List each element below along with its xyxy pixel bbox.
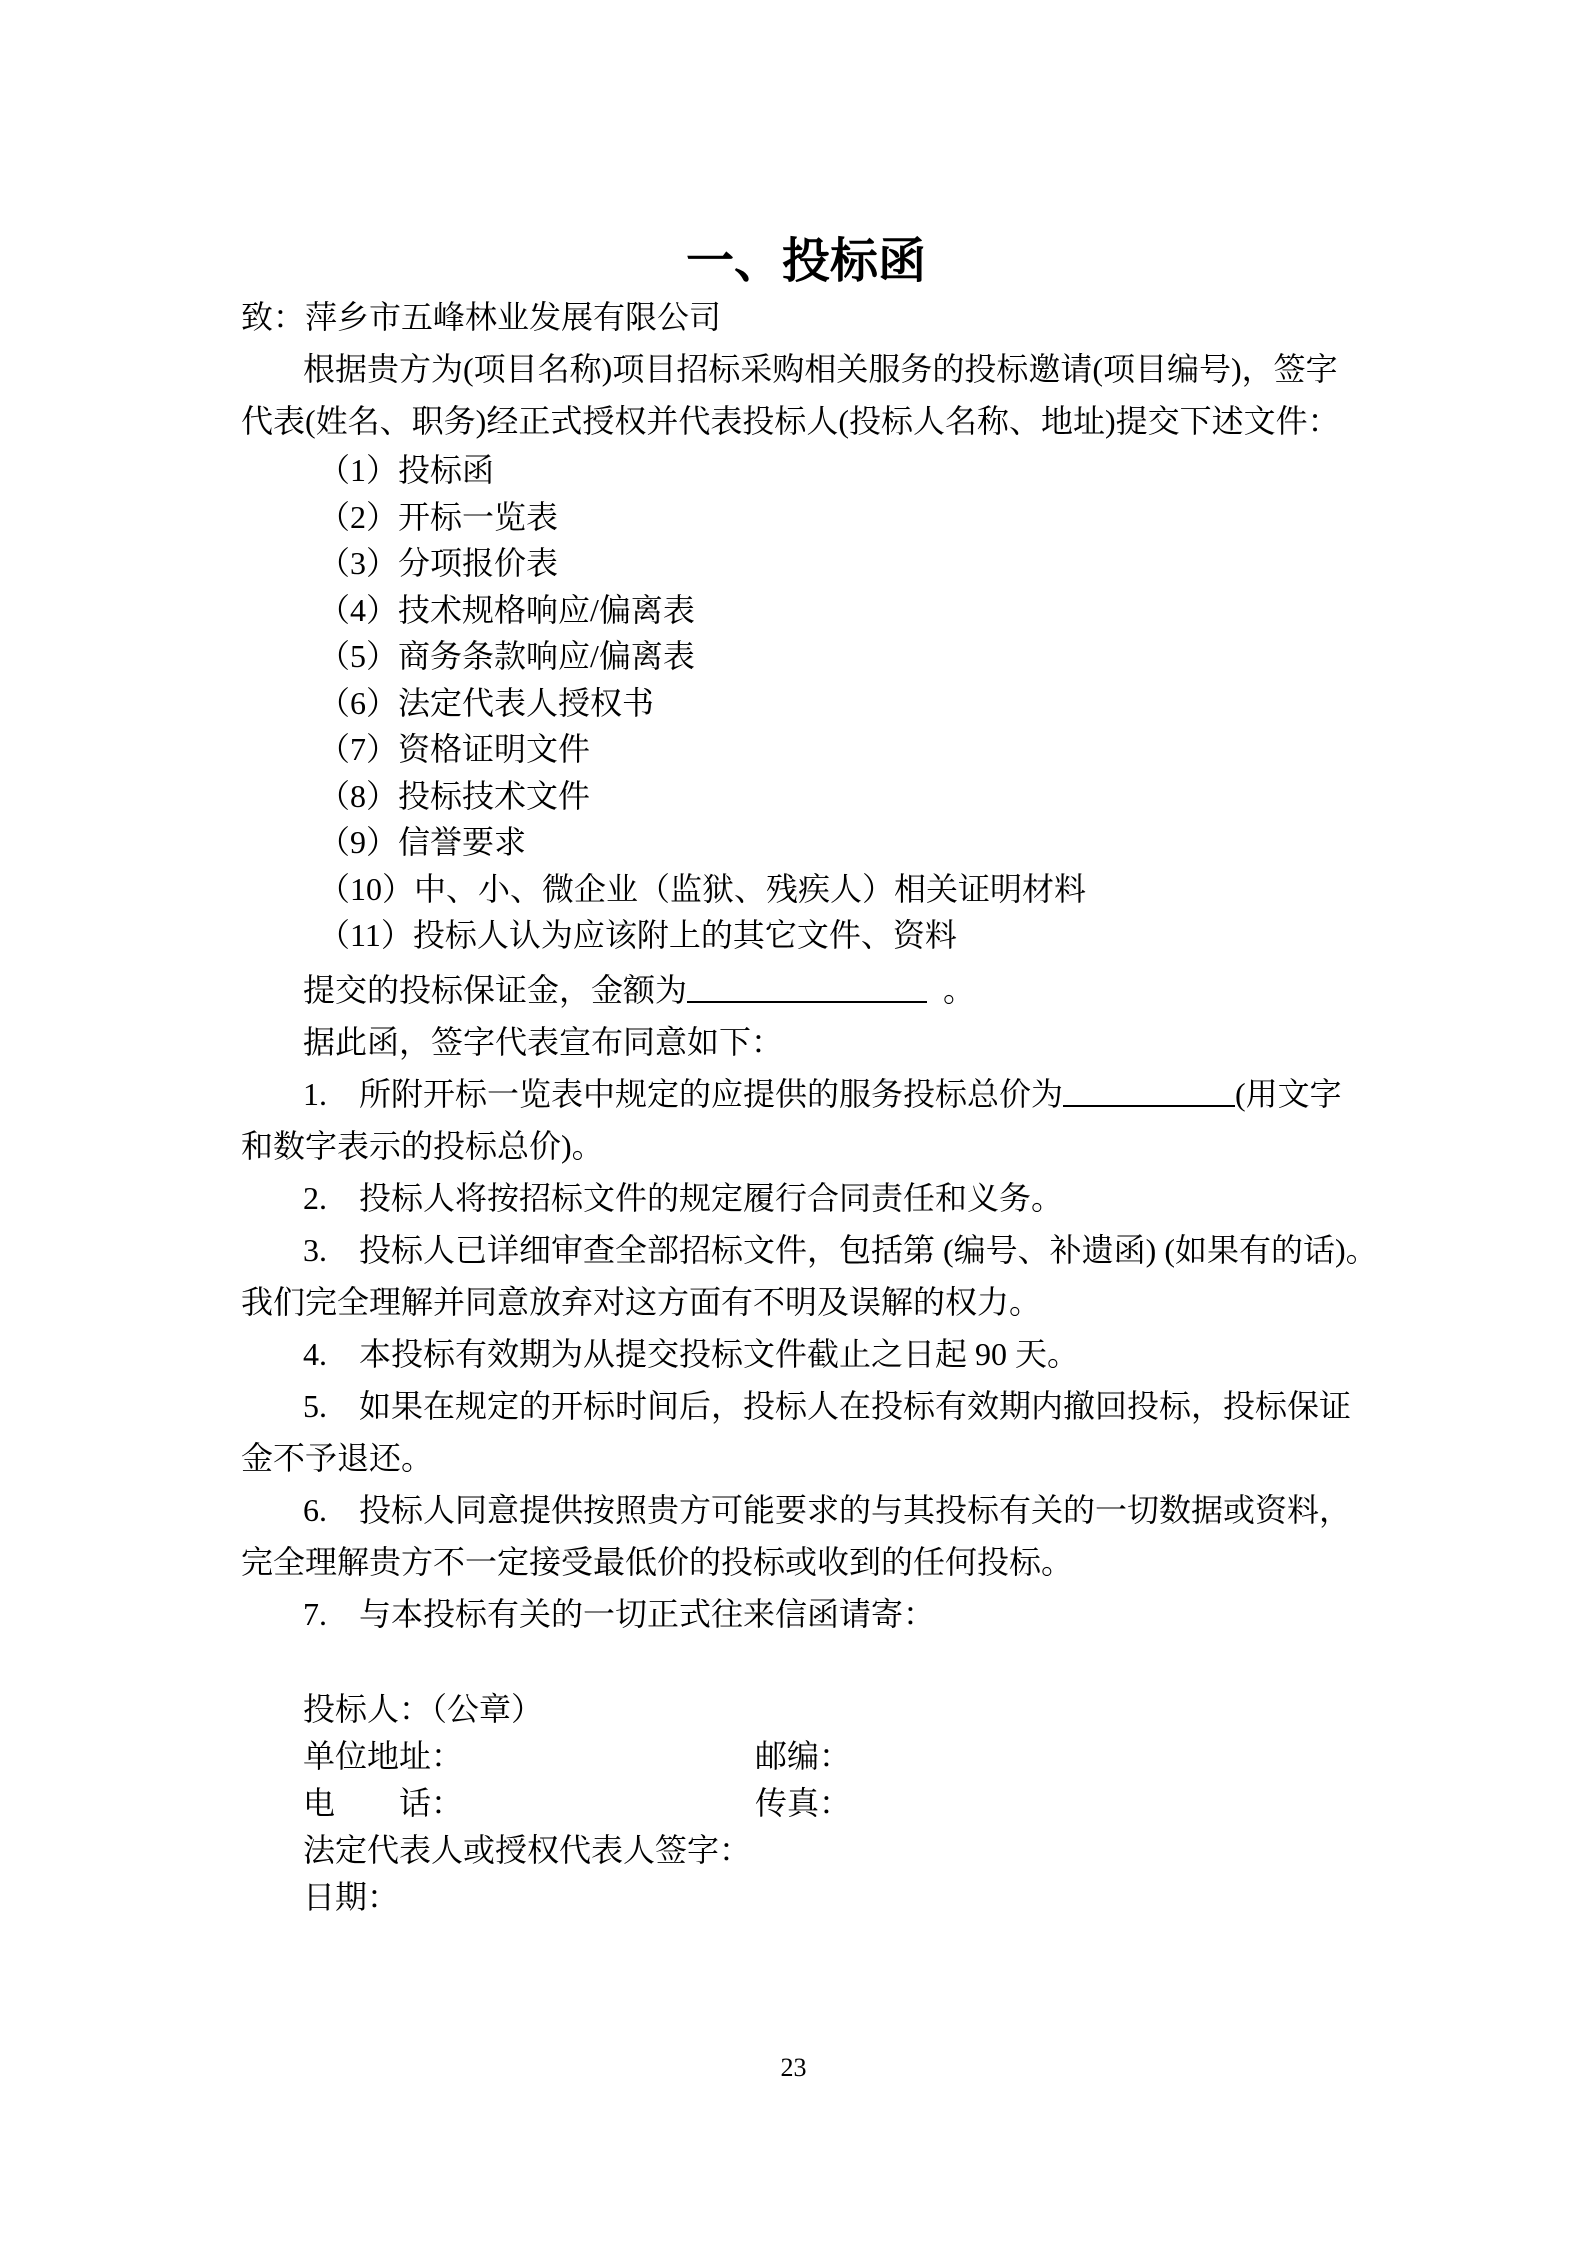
attachment-list-item: （3）分项报价表	[318, 545, 559, 581]
deposit-label: 提交的投标保证金，金额为	[303, 971, 688, 1008]
attachment-list-item: （6）法定代表人授权书	[318, 684, 655, 721]
clause-3-line-2: 我们完全理解并同意放弃对这方面有不明及误解的权力。	[241, 1283, 1042, 1320]
fax-label: 传真：	[755, 1784, 852, 1821]
clause-1-line-1	[241, 1068, 1391, 1120]
bid-letter-body	[241, 291, 1391, 1921]
date-line: 日期：	[303, 1878, 400, 1915]
blank-line	[241, 1640, 1391, 1686]
clause-4-line: 4. 本投标有效期为从提交投标文件截止之日起 90 天。	[303, 1335, 1080, 1372]
clause-6-line-2: 完全理解贵方不一定接受最低价的投标或收到的任何投标。	[241, 1543, 1074, 1580]
intro-line-1: 根据贵方为(项目名称)项目招标采购相关服务的投标邀请(项目编号)，签字	[303, 351, 1338, 387]
attachment-list-item: （9）信誉要求	[318, 824, 527, 860]
clause-5-line-1: 5. 如果在规定的开标时间后，投标人在投标有效期内撤回投标，投标保证	[303, 1387, 1352, 1424]
bidder-line: 投标人：（公章）	[303, 1690, 544, 1727]
clause-3-line-1: 3. 投标人已详细审查全部招标文件，包括第 (编号、补遗函) (如果有的话)。	[303, 1231, 1378, 1268]
attachment-list-item: （7）资格证明文件	[318, 731, 591, 767]
attachment-list-item: （11）投标人认为应该附上的其它文件、资料	[318, 917, 957, 953]
deposit-amount-blank	[687, 1001, 927, 1003]
intro-line-2: 代表(姓名、职务)经正式授权并代表投标人(投标人名称、地址)提交下述文件：	[241, 403, 1340, 439]
postcode-label: 邮编：	[755, 1737, 852, 1774]
document-title: 一、投标函	[685, 235, 926, 289]
deposit-period: 。	[927, 971, 976, 1008]
address-label: 单位地址：	[303, 1737, 464, 1774]
attachment-list-item: （4）技术规格响应/偏离表	[318, 591, 695, 628]
attachment-list-item: （1）投标函	[318, 452, 495, 488]
clause-1-tail: (用文字	[1235, 1075, 1342, 1112]
clause-7-line: 7. 与本投标有关的一切正式往来信函请寄：	[303, 1595, 936, 1632]
clause-2-line: 2. 投标人将按招标文件的规定履行合同责任和义务。	[303, 1179, 1064, 1216]
clause-1-line-2: 和数字表示的投标总价)。	[241, 1127, 604, 1164]
declaration-intro-line: 据此函，签字代表宣布同意如下：	[303, 1023, 784, 1060]
signature-line: 法定代表人或授权代表人签字：	[303, 1831, 752, 1868]
attachment-list-item: （8）投标技术文件	[318, 777, 591, 814]
deposit-line	[241, 964, 1391, 1016]
clause-1-text: 1. 所附开标一览表中规定的应提供的服务投标总价为	[303, 1075, 1064, 1112]
clause-5-line-2: 金不予退还。	[241, 1439, 434, 1476]
salutation-line: 致：萍乡市五峰林业发展有限公司	[241, 299, 722, 335]
attachment-list	[241, 447, 1391, 959]
address-row	[241, 1733, 1391, 1780]
signature-block	[241, 1686, 1391, 1921]
phone-row	[241, 1780, 1391, 1827]
phone-label: 电 话：	[303, 1784, 464, 1821]
page-number: 23	[780, 2053, 807, 2082]
attachment-list-item: （2）开标一览表	[318, 498, 559, 535]
attachment-list-item: （10）中、小、微企业（监狱、残疾人）相关证明材料	[318, 870, 1087, 907]
attachment-list-item: （5）商务条款响应/偏离表	[318, 638, 695, 674]
total-price-blank	[1063, 1105, 1235, 1107]
clause-6-line-1: 6. 投标人同意提供按照贵方可能要求的与其投标有关的一切数据或资料，	[303, 1491, 1352, 1528]
